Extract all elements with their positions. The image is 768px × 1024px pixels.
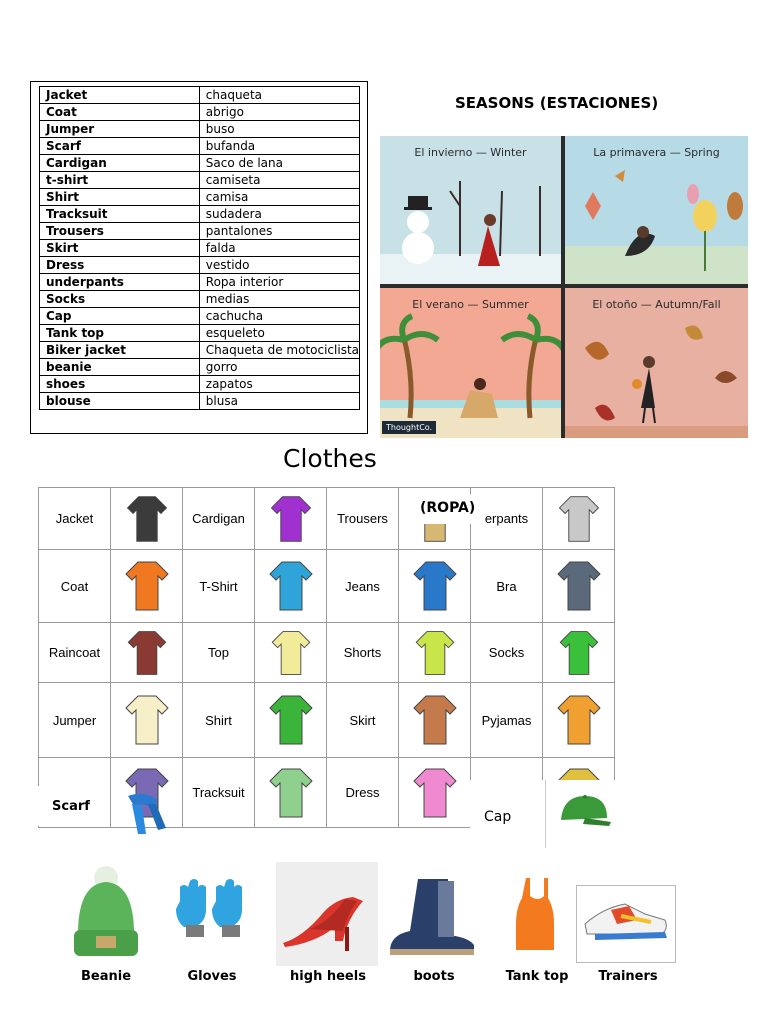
- vocab-row: [40, 138, 360, 155]
- clothes-label: Coat: [60, 578, 89, 594]
- scarf-label: Scarf: [52, 799, 90, 814]
- cap-icon: [555, 792, 611, 837]
- clothes-label-cell: [39, 550, 111, 623]
- gloves-item: [160, 862, 264, 992]
- clothes-icon: [543, 488, 615, 550]
- vocab-english: beanie: [40, 359, 200, 376]
- vocab-row: [40, 308, 360, 325]
- beanie-label: Beanie: [80, 969, 132, 984]
- clothes-label: Shirt: [205, 712, 232, 728]
- clothes-label: Pyjamas: [481, 712, 532, 728]
- vocab-spanish: vestido: [199, 257, 359, 274]
- clothes-grid: [38, 487, 615, 828]
- vocab-row: [40, 342, 360, 359]
- clothes-label: Tracksuit: [192, 785, 245, 800]
- vocab-english: Scarf: [40, 138, 200, 155]
- vocab-english: Cap: [40, 308, 200, 325]
- ropa-overlay: [414, 494, 482, 524]
- tank-top-icon: [485, 862, 589, 966]
- vocab-row: [40, 172, 360, 189]
- vocabulary-table: [39, 86, 360, 410]
- clothes-label: Raincoat: [48, 645, 101, 660]
- clothes-label: Socks: [488, 645, 525, 660]
- vocab-english: Tank top: [40, 325, 200, 342]
- vocab-row: [40, 359, 360, 376]
- clothes-label-cell: [327, 488, 399, 550]
- scarf-overlay: [38, 786, 110, 826]
- clothes-label: T-Shirt: [199, 578, 238, 594]
- cap-label: Cap: [484, 809, 512, 825]
- clothes-icon: [543, 550, 615, 623]
- clothes-label-cell: [39, 623, 111, 683]
- vocab-spanish: blusa: [199, 393, 359, 410]
- clothes-label-cell: [183, 683, 255, 758]
- vocab-row: [40, 87, 360, 104]
- boots-icon: [382, 862, 486, 966]
- vocab-row: [40, 223, 360, 240]
- high-heels-label: high heels: [290, 969, 366, 984]
- vocab-english: Jumper: [40, 121, 200, 138]
- vocab-row: [40, 104, 360, 121]
- thoughtco-watermark: ThoughtCo.: [382, 421, 436, 434]
- tank-top-item: [485, 862, 589, 992]
- vocab-row: [40, 257, 360, 274]
- clothes-label-cell: [471, 683, 543, 758]
- vocab-spanish: camiseta: [199, 172, 359, 189]
- seasons-title: SEASONS (ESTACIONES): [455, 94, 659, 112]
- vocab-row: [40, 274, 360, 291]
- vocab-spanish: medias: [199, 291, 359, 308]
- autumn-panel: [565, 288, 748, 438]
- vocab-english: Cardigan: [40, 155, 200, 172]
- clothes-label: Jeans: [345, 578, 380, 594]
- clothes-icon: [399, 623, 471, 683]
- vocab-row: [40, 376, 360, 393]
- vocab-row: [40, 121, 360, 138]
- high-heels-icon: [276, 862, 378, 966]
- trainers-icon: [576, 885, 676, 963]
- vocab-spanish: Ropa interior: [199, 274, 359, 291]
- vocab-row: [40, 240, 360, 257]
- autumn-label: El otoño — Autumn/Fall: [592, 298, 721, 311]
- vocab-spanish: cachucha: [199, 308, 359, 325]
- vocab-row: [40, 325, 360, 342]
- clothes-icon: [255, 488, 327, 550]
- vocab-english: Socks: [40, 291, 200, 308]
- clothes-label: Skirt: [349, 712, 376, 728]
- boots-item: [382, 862, 486, 992]
- vocab-row: [40, 291, 360, 308]
- vocab-spanish: esqueleto: [199, 325, 359, 342]
- clothes-label: Cardigan: [192, 511, 245, 526]
- boots-label: boots: [413, 969, 455, 984]
- vocab-english: t-shirt: [40, 172, 200, 189]
- clothes-label-cell: [327, 683, 399, 758]
- winter-label: El invierno — Winter: [414, 146, 527, 159]
- vocab-english: Dress: [40, 257, 200, 274]
- vocab-spanish: falda: [199, 240, 359, 257]
- vocab-spanish: Saco de lana: [199, 155, 359, 172]
- vocab-spanish: buso: [199, 121, 359, 138]
- clothes-label-cell: [183, 758, 255, 828]
- vocab-row: [40, 155, 360, 172]
- clothes-icon: [543, 683, 615, 758]
- clothes-icon: [255, 758, 327, 828]
- gloves-icon: [160, 862, 264, 966]
- beanie-icon: [54, 862, 158, 966]
- vocab-english: shoes: [40, 376, 200, 393]
- vocab-english: Coat: [40, 104, 200, 121]
- vocab-spanish: sudadera: [199, 206, 359, 223]
- clothes-label-cell: [183, 488, 255, 550]
- vocab-english: Biker jacket: [40, 342, 200, 359]
- clothes-icon: [111, 550, 183, 623]
- clothes-icon: [255, 683, 327, 758]
- vocab-spanish: chaqueta: [199, 87, 359, 104]
- vocab-spanish: pantalones: [199, 223, 359, 240]
- vocab-spanish: abrigo: [199, 104, 359, 121]
- clothes-label-cell: [183, 550, 255, 623]
- clothes-label: Dress: [345, 785, 380, 800]
- clothes-label-cell: [183, 623, 255, 683]
- clothes-label: Bra: [496, 578, 517, 594]
- vocab-english: underpants: [40, 274, 200, 291]
- vocab-spanish: bufanda: [199, 138, 359, 155]
- scarf-icon: [118, 790, 170, 843]
- clothes-label: Jacket: [55, 511, 94, 526]
- tank-top-label: Tank top: [505, 969, 569, 984]
- vocab-english: Skirt: [40, 240, 200, 257]
- summer-label: El verano — Summer: [412, 298, 529, 311]
- clothes-icon: [111, 623, 183, 683]
- vocab-english: Shirt: [40, 189, 200, 206]
- trainers-item: [576, 862, 680, 992]
- high-heels-item: [276, 862, 380, 992]
- clothes-label: Trousers: [337, 511, 388, 526]
- clothes-label-cell: [39, 683, 111, 758]
- clothes-icon: [255, 623, 327, 683]
- clothes-icon: [399, 758, 471, 828]
- clothes-icon: [399, 550, 471, 623]
- vocab-spanish: camisa: [199, 189, 359, 206]
- winter-panel: [380, 136, 561, 284]
- beanie-item: [54, 862, 158, 992]
- summer-panel: [380, 288, 561, 438]
- clothes-label-cell: [327, 758, 399, 828]
- clothes-icon: [111, 488, 183, 550]
- clothes-icon: [255, 550, 327, 623]
- vocab-row: [40, 189, 360, 206]
- clothes-label-cell: [327, 623, 399, 683]
- clothes-label: Shorts: [343, 645, 382, 660]
- ropa-label: (ROPA): [420, 500, 476, 516]
- clothes-icon: [111, 683, 183, 758]
- vocab-english: blouse: [40, 393, 200, 410]
- vocab-row: [40, 393, 360, 410]
- vocab-spanish: gorro: [199, 359, 359, 376]
- vocab-spanish: Chaqueta de motociclista: [199, 342, 359, 359]
- vocab-english: Trousers: [40, 223, 200, 240]
- clothes-label: erpants: [484, 511, 529, 526]
- clothes-label-cell: [327, 550, 399, 623]
- seasons-image: [380, 136, 748, 438]
- vocab-spanish: zapatos: [199, 376, 359, 393]
- clothes-label-cell: [471, 550, 543, 623]
- cap-overlay: [470, 780, 626, 848]
- gloves-label: Gloves: [187, 969, 237, 984]
- trainers-label: Trainers: [598, 969, 658, 984]
- spring-label: La primavera — Spring: [593, 146, 720, 159]
- clothes-icon: [543, 623, 615, 683]
- clothes-label: Jumper: [52, 712, 97, 728]
- clothes-label-cell: [471, 623, 543, 683]
- clothes-title: Clothes: [283, 444, 377, 473]
- clothes-label-cell: [39, 488, 111, 550]
- vocab-english: Jacket: [40, 87, 200, 104]
- vocab-row: [40, 206, 360, 223]
- spring-panel: [565, 136, 748, 284]
- vocab-english: Tracksuit: [40, 206, 200, 223]
- clothes-label: Top: [208, 645, 229, 660]
- clothes-icon: [399, 683, 471, 758]
- vocabulary-box: [30, 81, 368, 434]
